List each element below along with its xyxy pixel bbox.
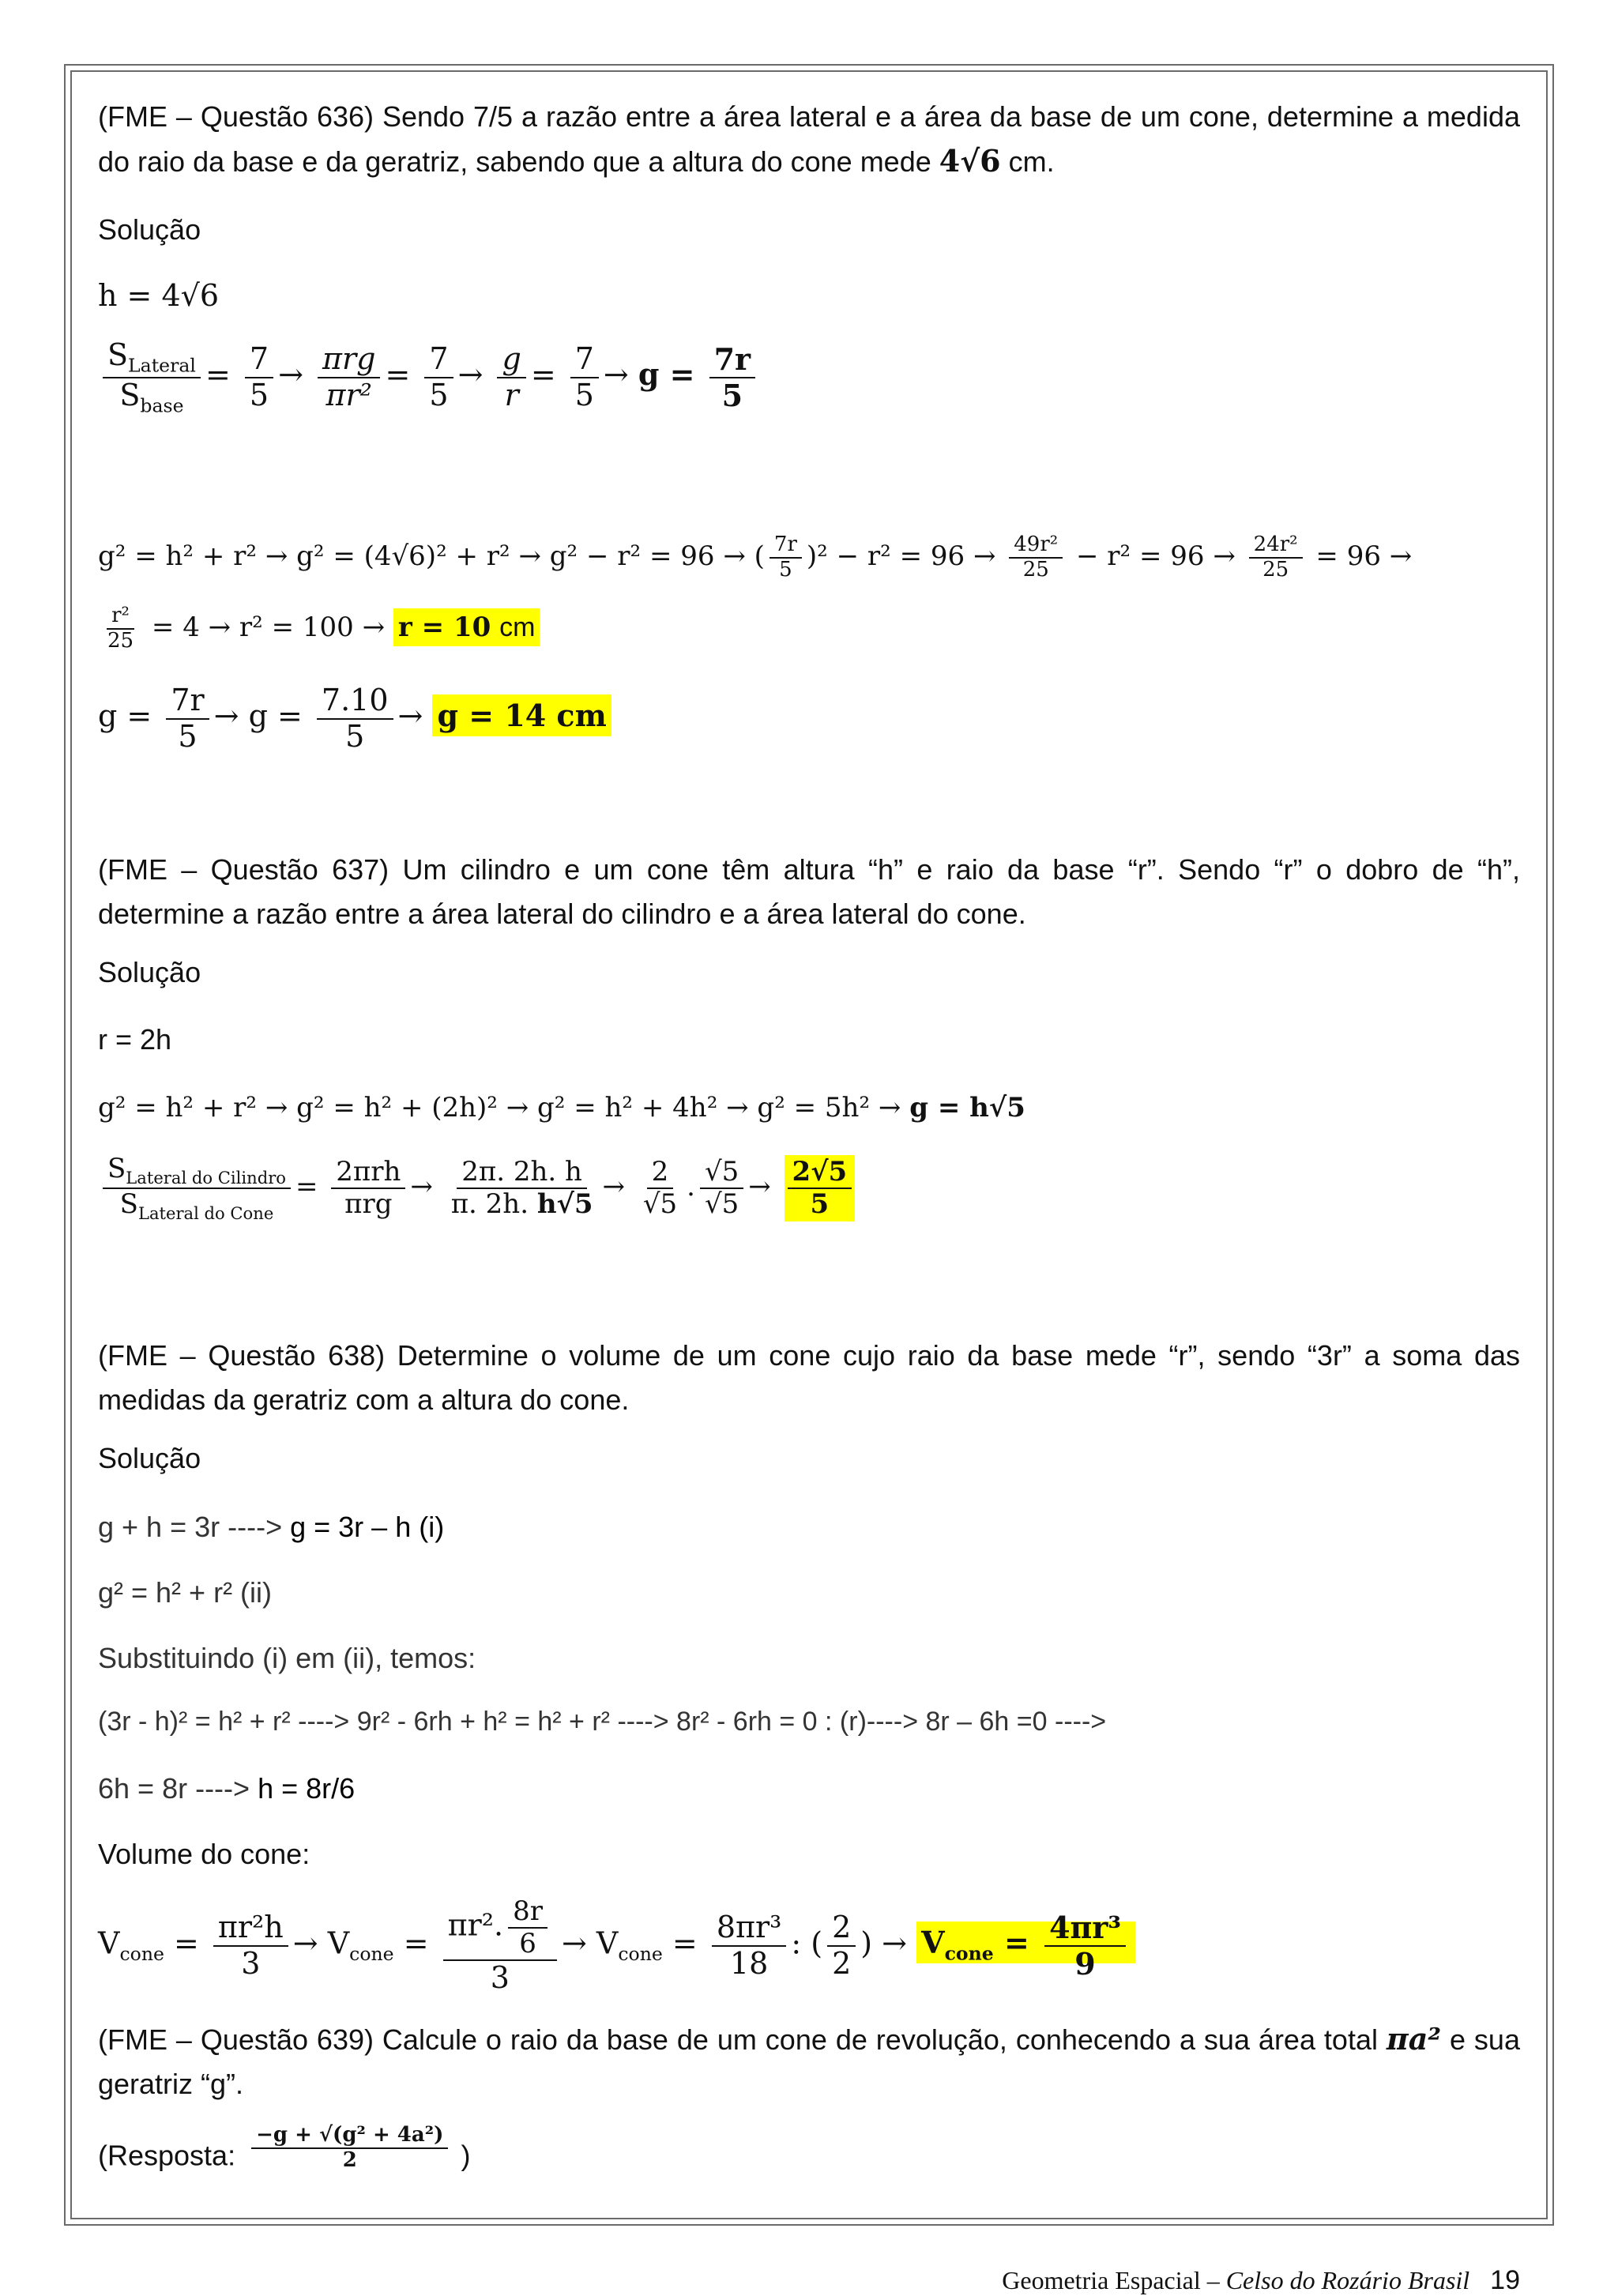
q639-area-expr: πa²: [1386, 2021, 1442, 2057]
q638-line4: (3r - h)² = h² + r² ----> 9r² - 6rh + h² = h² + r² ----> 8r² - 6rh = 0 : (r)----> 8r – 6h =0 ---->: [98, 1707, 1107, 1737]
q637-ratio-equation: $\frac{S_{Lateral do Cilindro}}{S_{Lateral do Cone}}$ = $\frac{\text{2πrh}}{\text{πrg}}$ → $\frac{2\pi. 2h. h}{\pi. 2h. h√5}$ → $\frac{2}{√5}$ . $\frac{√5}{√5}$ → $\frac{2√5}{5}$: [98, 1154, 860, 1223]
footer-title: Geometria Espacial –: [1002, 2266, 1220, 2294]
q638-statement: (FME – Questão 638) Determine o volume de um cone cujo raio da base mede “r”, sendo “3r” a soma das medidas da geratriz com a altura do cone.: [98, 1339, 1520, 1416]
q638-result-highlight: $V_{cone}$ = $\frac{\text{4πr³}}{9}$: [916, 1921, 1135, 1963]
q637-statement: (FME – Questão 637) Um cilindro e um cone têm altura “h” e raio da base “r”. Sendo “r” o dobro de “h”, determine a razão entre a área lateral do cilindro e a área lateral do cone.: [98, 853, 1520, 930]
footer-author: Celso do Rozário Brasil: [1225, 2266, 1470, 2294]
q637-g-line: g² = h² + r² → g² = h² + (2h)² → g² = h² + 4h² → g² = 5h² → g = h√5: [98, 1092, 1025, 1124]
q639-statement: (FME – Questão 639) Calcule o raio da base de um cone de revolução, conhecendo a sua área total πa² e sua geratriz “g”.: [98, 2021, 1520, 2100]
q636-solution-label: Solução: [98, 213, 201, 246]
q638-solution-label: Solução: [98, 1442, 201, 1474]
q636-g-result-highlight: g = 14 cm: [432, 694, 611, 736]
page-footer: [98, 2265, 1520, 2296]
q638-line2: g² = h² + r² (ii): [98, 1576, 273, 1609]
q638-volume-label: Volume do cone:: [98, 1838, 310, 1870]
q638-line3: Substituindo (i) em (ii), temos:: [98, 1642, 476, 1674]
q636-r-result-highlight: r = 10 cm: [393, 608, 540, 646]
q639-answer: (Resposta: $\frac{\text{−g + √(g² + 4a²)}}{2}$ ): [98, 2123, 471, 2172]
q637-solution-label: Solução: [98, 956, 201, 988]
q636-ratio-equation: $\frac{S_{Lateral}}{S_{base}}$ = $\frac{7}{5}$ → $\frac{\text{πrg}}{\text{πr²}}$ = $\frac{7}{5}$ → $\frac{g}{r}$ = $\frac{7}{5}$ → g = $\frac{7r}{5}$: [98, 338, 760, 416]
q638-line1: g + h = 3r ----> g = 3r – h (i): [98, 1511, 445, 1543]
q636-g-squared-line: g² = h² + r² → g² = (4√6)² + r² → g² − r² = 96 → ( $\frac{7r}{5}$ )² − r² = 96 → $\frac{\text{49r²}}{25}$ − r² = 96 → $\frac{\text{24r²}}{25}$ = 96 →: [98, 533, 1413, 582]
q638-volume-equation: $V_{cone}$ = $\frac{\text{πr²h}}{3}$ → $V_{cone}$ = πr². $\frac{8r}{6}$ 3 → $V_{cone}$ = $\frac{\text{8πr³}}{18}$ : ( $\frac{2}{2}$ ) → $V_{cone}$ = $\frac{\text{4πr³}}{9}$: [98, 1896, 1135, 1996]
q636-h-line: h = 4√6: [98, 278, 220, 313]
q638-line5: 6h = 8r ----> h = 8r/6: [98, 1772, 356, 1805]
q636-r-line: $\frac{\text{r²}}{25}$ = 4 → r² = 100 → r = 10 cm: [98, 604, 540, 653]
q636-statement: (FME – Questão 636) Sendo 7/5 a razão entre a área lateral e a área da base de um cone, determine a medida do raio da base e da geratriz, sabendo que a altura do cone mede 4√6 cm.: [98, 100, 1520, 179]
q637-r-line: r = 2h: [98, 1023, 172, 1056]
q637-result-highlight: $\frac{2√5}{5}$: [785, 1155, 856, 1221]
q636-g-line: g = $\frac{7r}{5}$ → g = $\frac{7.10}{5}$ → g = 14 cm: [98, 683, 611, 754]
q636-height-expr: 4√6: [939, 143, 1001, 179]
page-number: 19: [1490, 2265, 1520, 2295]
